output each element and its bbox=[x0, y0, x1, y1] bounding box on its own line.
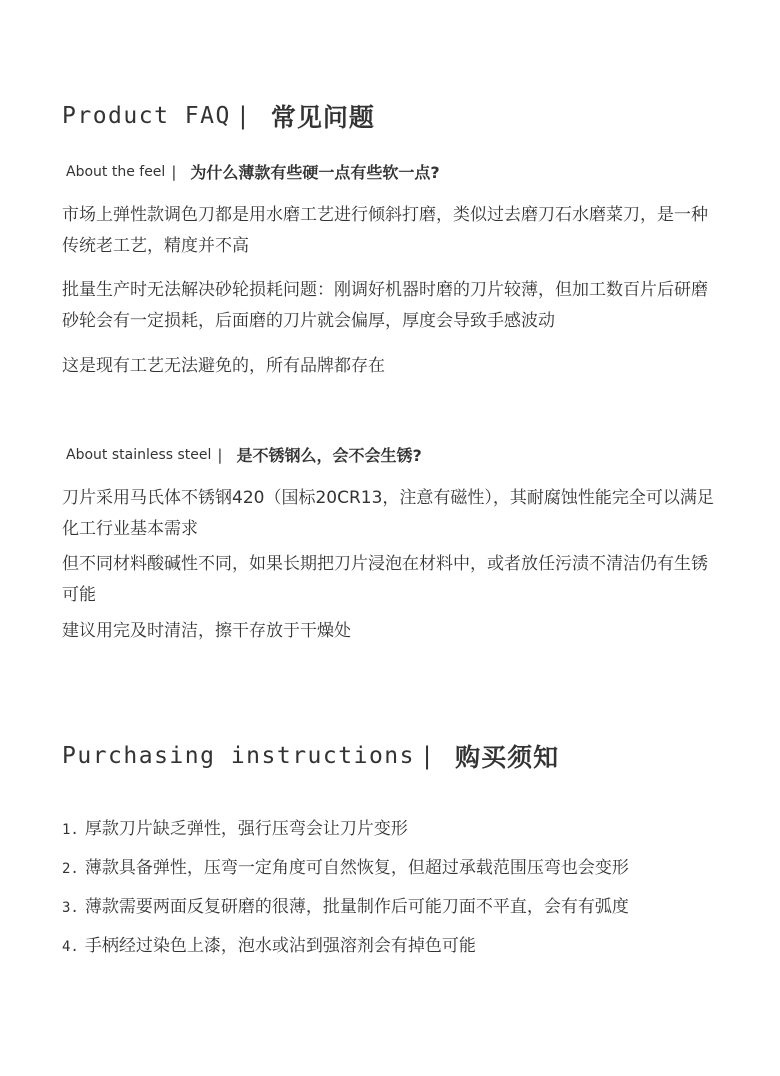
faq-title-separator: | bbox=[238, 102, 247, 130]
list-item bbox=[62, 817, 408, 842]
purchasing-title-separator: | bbox=[423, 742, 432, 770]
list-item-text: 厚款刀片缺乏弹性，强行压弯会让刀片变形 bbox=[84, 819, 408, 839]
list-item-number: 3. bbox=[62, 900, 79, 916]
list-item bbox=[62, 895, 629, 920]
faq-heading bbox=[62, 98, 375, 134]
question-label-en: About stainless steel bbox=[66, 446, 212, 463]
answer-paragraph: 市场上弹性款调色刀都是用水磨工艺进行倾斜打磨，类似过去磨刀石水磨菜刀，是一种传统老工艺，精度并不高 bbox=[62, 205, 708, 256]
answer-paragraph: 建议用完及时清洁，擦干存放于干燥处 bbox=[62, 621, 351, 641]
question-separator: | bbox=[217, 445, 223, 464]
purchasing-title-en: Purchasing instructions bbox=[62, 743, 415, 769]
answer-paragraph: 但不同材料酸碱性不同，如果长期把刀片浸泡在材料中，或者放任污渍不清洁仍有生锈可能 bbox=[62, 554, 708, 605]
answer-paragraph: 批量生产时无法解决砂轮损耗问题：刚调好机器时磨的刀片较薄，但加工数百片后研磨砂轮会有一定损耗，后面磨的刀片就会偏厚，厚度会导致手感波动 bbox=[62, 280, 708, 331]
purchasing-title-zh: 购买须知 bbox=[455, 743, 560, 772]
purchasing-heading bbox=[62, 738, 559, 774]
faq-question-steel bbox=[66, 443, 422, 466]
list-item-text: 薄款具备弹性，压弯一定角度可自然恢复，但超过承载范围压弯也会变形 bbox=[84, 858, 629, 878]
answer-paragraph: 刀片采用马氏体不锈钢420（国标20CR13，注意有磁性），其耐腐蚀性能完全可以满足化工行业基本需求 bbox=[62, 488, 714, 539]
list-item bbox=[62, 856, 629, 881]
question-text: 是不锈钢么，会不会生锈? bbox=[236, 446, 422, 465]
faq-title-zh: 常见问题 bbox=[270, 103, 375, 132]
question-label-en: About the feel bbox=[66, 163, 166, 180]
faq-title-en: Product FAQ bbox=[62, 103, 231, 129]
question-separator: | bbox=[171, 162, 177, 181]
list-item-number: 1. bbox=[62, 822, 79, 838]
list-item-text: 手柄经过染色上漆，泡水或沾到强溶剂会有掉色可能 bbox=[84, 936, 476, 956]
list-item-text: 薄款需要两面反复研磨的很薄，批量制作后可能刀面不平直，会有有弧度 bbox=[84, 897, 629, 917]
question-text: 为什么薄款有些硬一点有些软一点? bbox=[190, 163, 440, 182]
list-item-number: 4. bbox=[62, 939, 79, 955]
list-item bbox=[62, 934, 476, 959]
list-item-number: 2. bbox=[62, 861, 79, 877]
answer-paragraph: 这是现有工艺无法避免的，所有品牌都存在 bbox=[62, 356, 385, 376]
faq-question-feel bbox=[66, 160, 440, 183]
